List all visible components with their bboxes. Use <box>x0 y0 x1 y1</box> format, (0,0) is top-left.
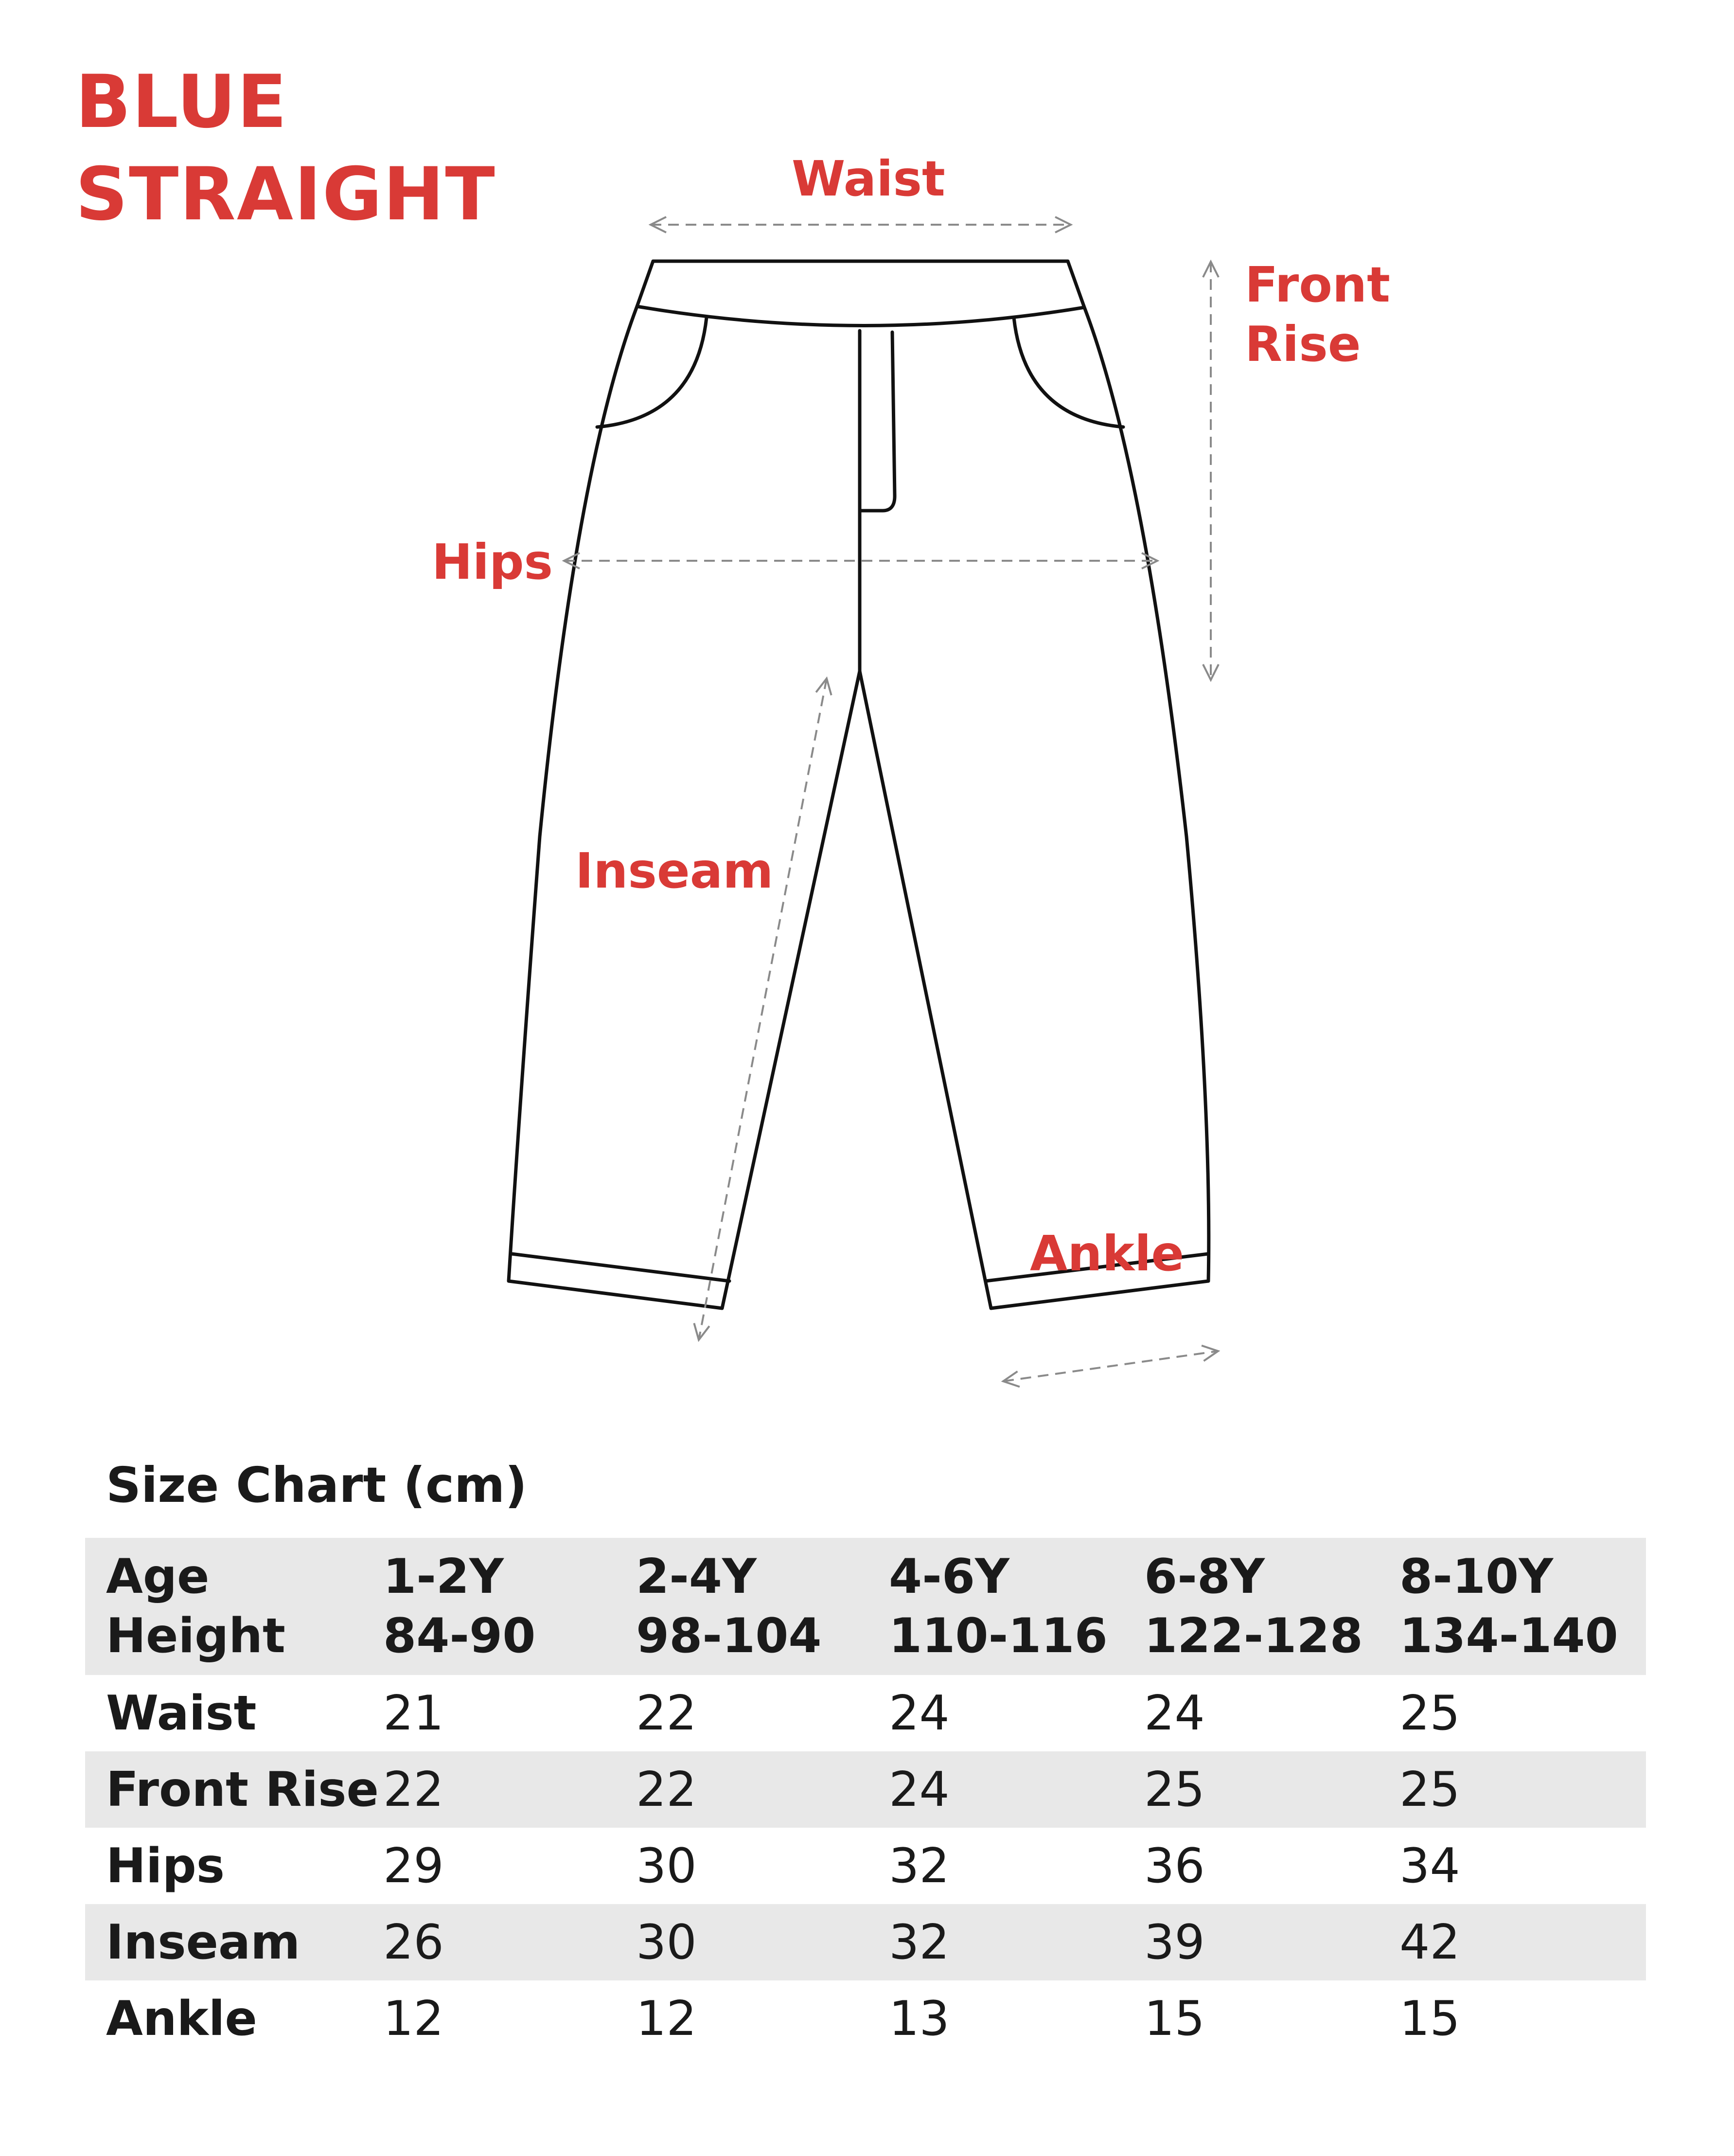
header-size-cell <box>1379 1538 1646 1675</box>
table-cell: 32 <box>889 1838 950 1894</box>
size-chart-title: Size Chart (cm) <box>106 1457 528 1514</box>
table-cell: 13 <box>889 1991 950 2047</box>
table-cell: 24 <box>1144 1685 1205 1741</box>
header-height: 122-128 <box>1144 1608 1363 1664</box>
product-title-line-1: BLUE <box>75 60 288 144</box>
fly-stitch <box>860 332 895 511</box>
inseam-label: Inseam <box>575 842 774 899</box>
left-pocket <box>597 318 707 427</box>
table-cell: 25 <box>1399 1685 1460 1741</box>
left-leg <box>509 306 860 1308</box>
header-age: 1-2Y <box>383 1549 504 1604</box>
ankle-label: Ankle <box>1030 1225 1185 1282</box>
table-cell: 25 <box>1123 1751 1379 1828</box>
size-chart-header-row <box>85 1538 1646 1675</box>
table-cell: 12 <box>636 1991 697 2047</box>
header-size-cell <box>1123 1538 1379 1675</box>
table-cell: 34 <box>1399 1838 1460 1894</box>
table-row <box>85 1675 1646 1751</box>
row-label: Front Rise <box>85 1751 362 1828</box>
inseam-guide <box>699 678 827 1340</box>
table-cell: 22 <box>636 1685 697 1741</box>
table-cell: 21 <box>383 1685 444 1741</box>
right-leg <box>860 307 1209 1308</box>
hips-label: Hips <box>432 534 553 590</box>
waist-label: Waist <box>792 150 945 207</box>
waistband <box>637 261 1084 326</box>
size-chart-table <box>85 1538 1646 2057</box>
table-cell: 39 <box>1123 1904 1379 1980</box>
header-height-label: Height <box>106 1608 285 1664</box>
header-size-cell <box>615 1538 868 1675</box>
header-age: 8-10Y <box>1399 1549 1554 1604</box>
header-age: 6-8Y <box>1144 1549 1265 1604</box>
table-cell: 32 <box>868 1904 1123 1980</box>
table-cell: 15 <box>1144 1991 1205 2047</box>
table-cell: 26 <box>362 1904 615 1980</box>
header-height: 134-140 <box>1399 1608 1618 1664</box>
pants-outline <box>509 261 1209 1308</box>
table-cell: 42 <box>1379 1904 1646 1980</box>
header-size-cell <box>868 1538 1123 1675</box>
measurement-guides <box>564 225 1218 1381</box>
header-height: 110-116 <box>889 1608 1108 1664</box>
table-cell: 12 <box>383 1991 444 2047</box>
row-label: Hips <box>106 1838 225 1894</box>
table-row <box>85 1904 1646 1980</box>
table-row <box>85 1980 1646 2057</box>
table-row <box>85 1751 1646 1828</box>
table-cell: 36 <box>1144 1838 1205 1894</box>
table-cell: 22 <box>615 1751 868 1828</box>
product-title-line-2: STRAIGHT <box>75 152 496 237</box>
table-cell: 25 <box>1379 1751 1646 1828</box>
table-row <box>85 1828 1646 1904</box>
table-cell: 24 <box>868 1751 1123 1828</box>
table-cell: 22 <box>362 1751 615 1828</box>
header-height: 84-90 <box>383 1608 536 1664</box>
row-label: Waist <box>106 1685 257 1741</box>
row-label: Ankle <box>106 1991 257 2047</box>
left-cuff-seam <box>512 1254 729 1281</box>
ankle-guide <box>1003 1351 1218 1381</box>
row-label: Inseam <box>85 1904 362 1980</box>
header-label-cell <box>85 1538 362 1675</box>
header-age: 4-6Y <box>889 1549 1010 1604</box>
header-age-label: Age <box>106 1549 210 1604</box>
table-cell: 15 <box>1399 1991 1460 2047</box>
table-cell: 30 <box>636 1838 697 1894</box>
table-cell: 30 <box>615 1904 868 1980</box>
table-cell: 29 <box>383 1838 444 1894</box>
front-rise-label-line-1: Front <box>1245 256 1390 313</box>
header-size-cell <box>362 1538 615 1675</box>
header-height: 98-104 <box>636 1608 822 1664</box>
table-cell: 24 <box>889 1685 950 1741</box>
front-rise-label-line-2: Rise <box>1245 316 1361 373</box>
header-age: 2-4Y <box>636 1549 757 1604</box>
